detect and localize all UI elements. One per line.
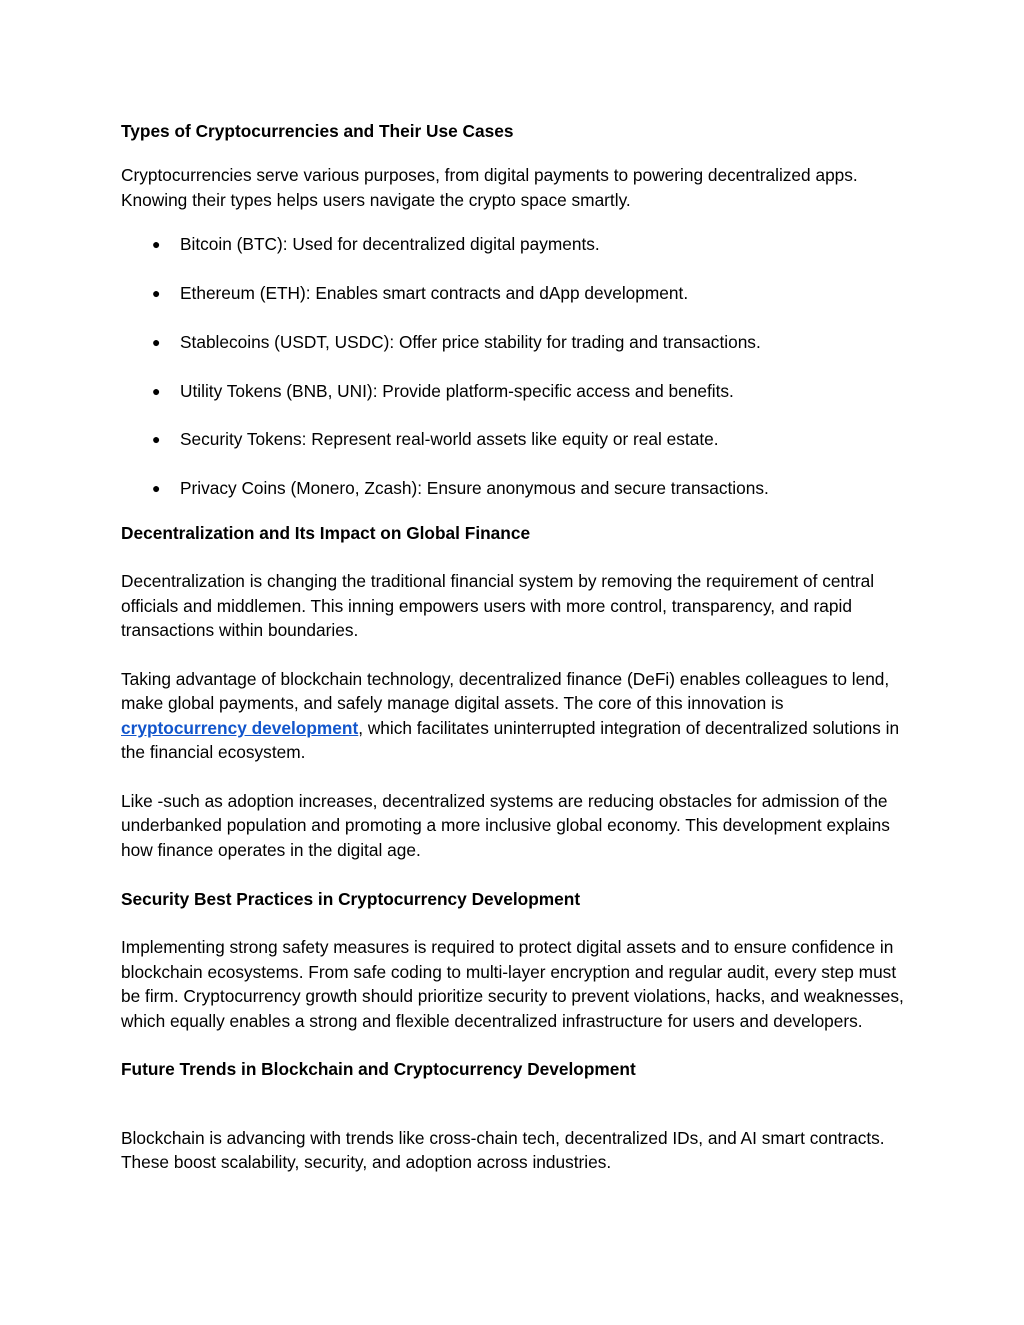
list-item-text: Utility Tokens (BNB, UNI): Provide platform-specific access and benefits.	[180, 380, 734, 401]
list-item	[121, 379, 911, 403]
decentralization-paragraph-3: Like -such as adoption increases, decentralized systems are reducing obstacles for admission of the underbanked population and promoting a more inclusive global economy. This development explains how finance operates in the digital age.	[121, 791, 890, 860]
security-paragraph: Implementing strong safety measures is required to protect digital assets and to ensure confidence in blockchain ecosystems. From safe coding to multi-layer encryption and regular audit, every step must be firm. Cryptocurrency growth should prioritize security to prevent violations, hacks, and weaknesses, which equally enables a strong and flexible decentralized infrastructure for users and developers.	[121, 937, 904, 1031]
bullet-icon: ●	[152, 480, 161, 497]
decentralization-paragraph-1: Decentralization is changing the traditional financial system by removing the requirement of central officials and middlemen. This inning empowers users with more control, transparency, and rapid transactions within boundaries.	[121, 571, 875, 641]
list-item	[121, 330, 911, 354]
list-item-text: Bitcoin (BTC): Used for decentralized digital payments.	[180, 234, 600, 255]
bullet-icon: ●	[152, 333, 161, 350]
list-item	[121, 476, 911, 500]
section-heading-security: Security Best Practices in Cryptocurrency Development	[121, 888, 581, 909]
document-page	[121, 119, 911, 1175]
list-item	[121, 281, 911, 305]
decentralization-paragraph-2	[121, 667, 911, 765]
section-heading-future-trends: Future Trends in Blockchain and Cryptocurrency Development	[121, 1059, 636, 1080]
future-trends-paragraph: Blockchain is advancing with trends like cross-chain tech, decentralized IDs, and AI smart contracts. These boost scalability, security, and adoption across industries.	[121, 1127, 885, 1173]
paragraph-text: Taking advantage of blockchain technology, decentralized finance (DeFi) enables colleagues to lend, make global payments, and safely manage digital assets. The core of this innovation is	[121, 669, 890, 714]
section-heading-crypto-types: Types of Cryptocurrencies and Their Use Cases	[121, 121, 514, 141]
list-item-text: Privacy Coins (Monero, Zcash): Ensure anonymous and secure transactions.	[180, 478, 769, 499]
list-item-text: Stablecoins (USDT, USDC): Offer price stability for trading and transactions.	[180, 331, 761, 352]
list-item	[121, 232, 911, 256]
crypto-types-list	[121, 232, 911, 500]
list-item-text: Security Tokens: Represent real-world assets like equity or real estate.	[180, 429, 719, 450]
crypto-types-intro: Cryptocurrencies serve various purposes, from digital payments to powering decentralized apps. Knowing their types helps users navigate the crypto space smartly.	[121, 165, 858, 210]
list-item-text: Ethereum (ETH): Enables smart contracts and dApp development.	[180, 283, 689, 304]
cryptocurrency-development-link[interactable]: cryptocurrency development	[121, 717, 359, 738]
bullet-icon: ●	[152, 382, 161, 399]
paragraph-text: , which facilitates uninterrupted integration of decentralized solutions in the financial ecosystem.	[121, 717, 900, 763]
section-heading-decentralization: Decentralization and Its Impact on Global Finance	[121, 522, 531, 543]
bullet-icon: ●	[152, 431, 161, 448]
bullet-icon: ●	[152, 236, 161, 253]
bullet-icon: ●	[152, 285, 161, 302]
list-item	[121, 427, 911, 451]
